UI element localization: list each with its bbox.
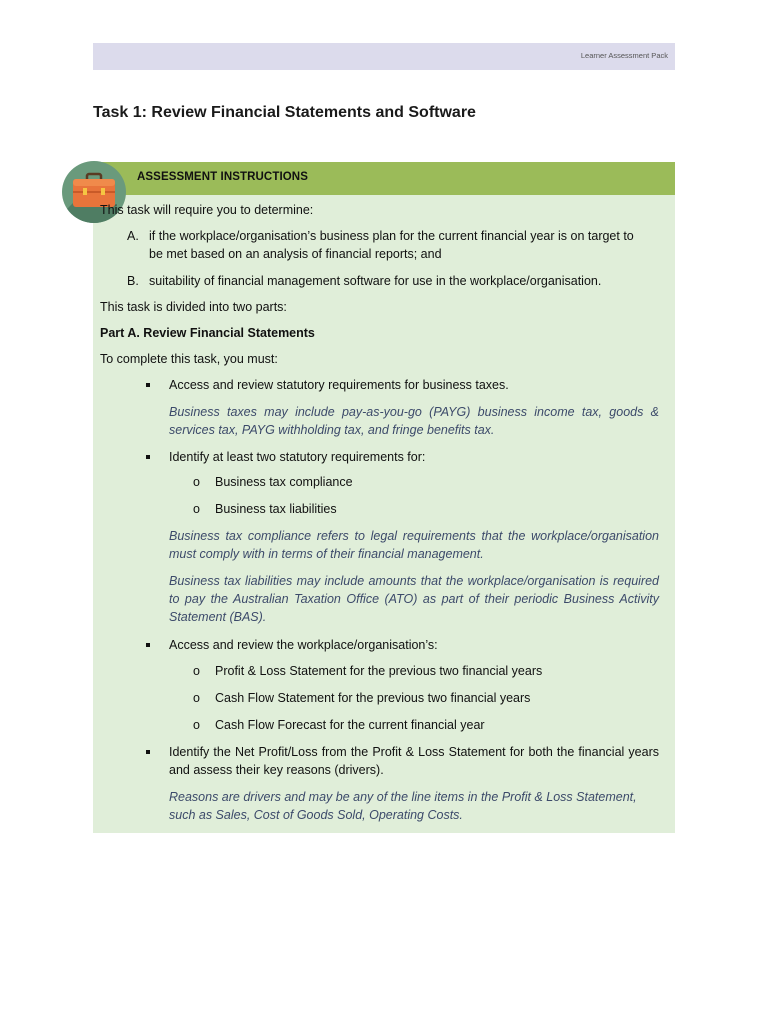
sub-bullet-icon: o bbox=[193, 475, 200, 489]
part-a-heading: Part A. Review Financial Statements bbox=[100, 326, 315, 340]
sub-item: Profit & Loss Statement for the previous two financial years bbox=[215, 664, 543, 678]
note-text: Reasons are drivers and may be any of the line items in the Profit & Loss Statement, such as Sales, Cost of Goods Sold, Operating Costs. bbox=[169, 790, 637, 822]
bullet-item: Access and review statutory requirements for business taxes. bbox=[169, 378, 509, 392]
sub-item: Business tax liabilities bbox=[215, 502, 337, 516]
sub-bullet-icon: o bbox=[193, 502, 200, 516]
list-item-a-line2: be met based on an analysis of financial reports; and bbox=[149, 247, 442, 261]
bullet-icon bbox=[146, 455, 150, 459]
header-text: Learner Assessment Pack bbox=[580, 51, 668, 60]
list-marker: A. bbox=[127, 229, 139, 243]
bullet-item: Identify at least two statutory requirements for: bbox=[169, 450, 426, 464]
sub-bullet-icon: o bbox=[193, 718, 200, 732]
bullet-item: Access and review the workplace/organisation’s: bbox=[169, 638, 438, 652]
intro-text: This task will require you to determine: bbox=[100, 203, 314, 217]
note-text: Business tax compliance refers to legal requirements that the workplace/organisation must comply with in terms of their financial management. bbox=[169, 529, 659, 561]
bullet-icon bbox=[146, 750, 150, 754]
instructions-heading: ASSESSMENT INSTRUCTIONS bbox=[137, 171, 308, 183]
task-title: Task 1: Review Financial Statements and Software bbox=[93, 104, 476, 121]
note-text: Business tax liabilities may include amounts that the workplace/organisation is required to pay the Australian Taxation Office (ATO) as part of their periodic Business Activity Statement (BAS). bbox=[169, 574, 659, 624]
page-header-bar bbox=[93, 43, 675, 70]
instructions-header bbox=[93, 162, 675, 195]
divided-text: This task is divided into two parts: bbox=[100, 300, 287, 314]
sub-bullet-icon: o bbox=[193, 691, 200, 705]
list-marker: B. bbox=[127, 274, 139, 288]
bullet-item: Identify the Net Profit/Loss from the Profit & Loss Statement for both the financial years and assess their key reasons (drivers). bbox=[169, 745, 659, 777]
sub-item: Cash Flow Forecast for the current financial year bbox=[215, 718, 485, 732]
bullet-icon bbox=[146, 383, 150, 387]
list-item-b: suitability of financial management software for use in the workplace/organisation. bbox=[149, 274, 602, 288]
note-text: Business taxes may include pay-as-you-go (PAYG) business income tax, goods & services tax, PAYG withholding tax, and fringe benefits tax. bbox=[169, 405, 659, 437]
sub-item: Cash Flow Statement for the previous two financial years bbox=[215, 691, 531, 705]
sub-bullet-icon: o bbox=[193, 664, 200, 678]
sub-item: Business tax compliance bbox=[215, 475, 353, 489]
list-item-a-line1: if the workplace/organisation’s business plan for the current financial year is on target to bbox=[149, 229, 634, 243]
to-complete-text: To complete this task, you must: bbox=[100, 352, 278, 366]
bullet-icon bbox=[146, 643, 150, 647]
